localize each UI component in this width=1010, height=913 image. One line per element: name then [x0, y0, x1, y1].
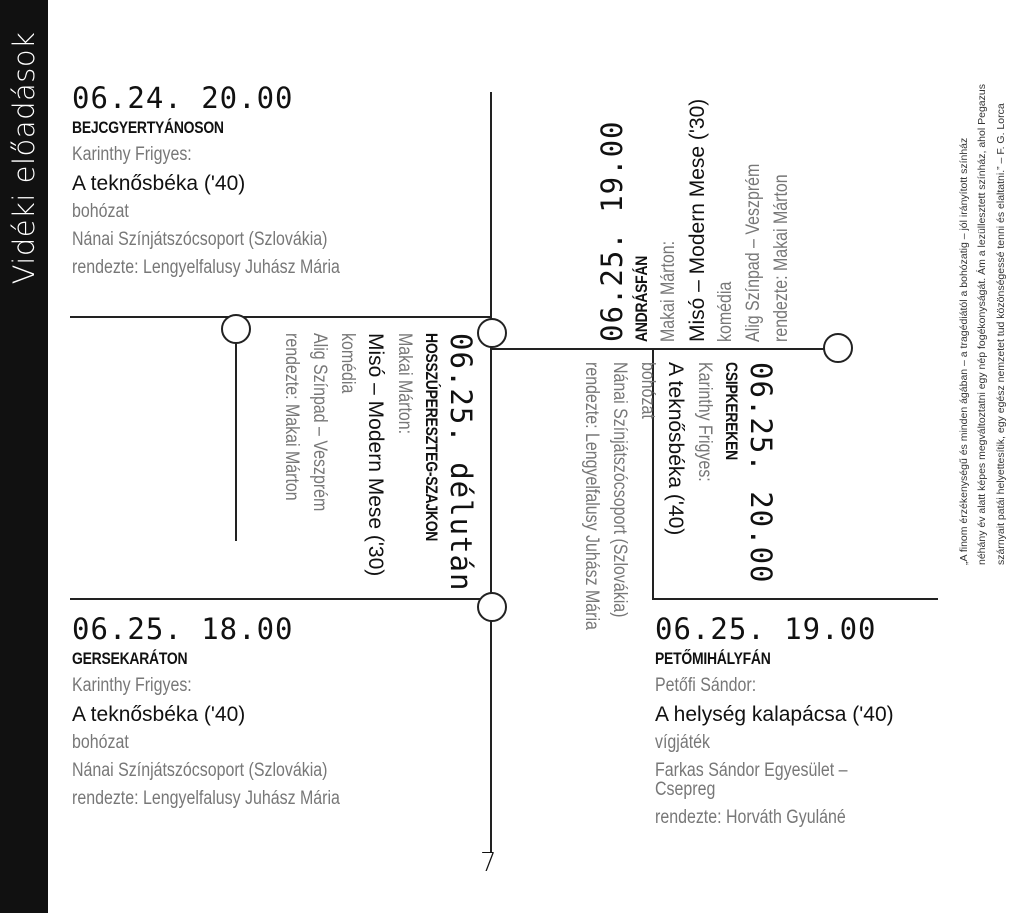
event-director: rendezte: Lengyelfalusy Juhász Mária: [72, 257, 340, 278]
event-author: Makai Márton:: [658, 240, 679, 342]
event-play-title: Misó – Modern Mese ('30): [364, 333, 387, 577]
event-director: rendezte: Lengyelfalusy Juhász Mária: [72, 788, 340, 809]
event-director: rendezte: Lengyelfalusy Juhász Mária: [581, 362, 602, 630]
event-genre: bohózat: [72, 201, 129, 222]
event-author: Karinthy Frigyes:: [694, 362, 715, 482]
timeline-branch-left-drop: [235, 316, 237, 541]
event-genre: komédia: [337, 333, 358, 394]
timeline-node: [477, 592, 507, 622]
timeline-node: [221, 314, 251, 344]
timeline-branch-mid-left: [70, 598, 492, 600]
event-author: Karinthy Frigyes:: [72, 144, 192, 165]
event-director: rendezte: Makai Márton: [771, 174, 792, 342]
timeline-branch-top-right: [490, 348, 840, 350]
event-datetime: 06.25. 20.00: [744, 362, 778, 584]
event-group: Farkas Sándor Egyesület – Csepreg: [655, 760, 848, 800]
quote-line: „A finom érzékenységű és minden ágában – a tragédiától a bohózatig – jól irányított színház: [958, 137, 970, 565]
event-genre: komédia: [715, 281, 736, 342]
event-author: Makai Márton:: [394, 333, 415, 435]
event-genre: vígjáték: [655, 732, 711, 753]
timeline-node: [823, 333, 853, 363]
lorca-quote: [955, 75, 1010, 565]
event-play-title: A teknősbéka ('40): [72, 172, 246, 195]
timeline-main-line: [490, 92, 492, 852]
event-datetime: 06.24. 20.00: [72, 81, 294, 115]
event-venue: CSIPKEREKEN: [722, 362, 741, 461]
event-author: Petőfi Sándor:: [655, 675, 757, 696]
event-group: Alig Színpad – Veszprém: [743, 163, 764, 342]
event-andrasfa: [595, 98, 792, 342]
page-number: 7: [480, 848, 497, 878]
sidebar-title: Vidéki előadások: [7, 31, 41, 285]
quote-line: néhány év alatt képes megváltoztatni egy nép fogékonyságát. Ám a lezüllesztett színház, ahol Pegazus: [976, 84, 989, 565]
event-group: Nánai Színjátszócsoport (Szlovákia): [609, 362, 630, 618]
quote-line: szárnyait patái helyettesítik, egy egész nemzetet tud közönségessé tenni és elaltatni.” – F. G. Lorca: [994, 103, 1007, 565]
event-group: Nánai Színjátszócsoport (Szlovákia): [72, 760, 328, 781]
event-director: rendezte: Horváth Gyuláné: [655, 807, 846, 828]
event-play-title: Misó – Modern Mese ('30): [686, 98, 709, 342]
event-venue: ANDRÁSFÁN: [632, 255, 651, 342]
event-genre: bohózat: [637, 362, 658, 419]
sidebar: [0, 0, 48, 913]
event-group: Alig Színpad – Veszprém: [309, 333, 330, 512]
event-play-title: A helység kalapácsa ('40): [655, 703, 894, 726]
timeline-node: [477, 318, 507, 348]
event-datetime: 06.25. 18.00: [72, 612, 294, 646]
event-group: Nánai Színjátszócsoport (Szlovákia): [72, 229, 328, 250]
event-csipkerek: [581, 362, 778, 681]
event-venue: GERSEKARÁTON: [72, 649, 188, 668]
event-play-title: A teknősbéka ('40): [72, 703, 246, 726]
event-genre: bohózat: [72, 732, 129, 753]
event-datetime: 06.25. 19.00: [595, 120, 629, 342]
event-venue: PETŐMIHÁLYFÁN: [655, 649, 771, 668]
timeline-branch-top-left: [70, 316, 492, 318]
event-datetime: 06.25. 19.00: [655, 612, 877, 646]
event-author: Karinthy Frigyes:: [72, 675, 192, 696]
event-director: rendezte: Makai Márton: [281, 333, 302, 501]
event-hosszupereszteg: [281, 333, 478, 592]
event-bejcgyertyanos: [72, 81, 391, 278]
event-venue: HOSSZÚPERESZTEG-SZAJKON: [422, 333, 441, 542]
event-datetime: 06.25. délután: [444, 333, 478, 592]
event-play-title: A teknősbéka ('40): [664, 362, 687, 536]
event-venue: BEJCGYERTYÁNOSON: [72, 118, 224, 137]
event-gersekarat: [72, 612, 391, 809]
